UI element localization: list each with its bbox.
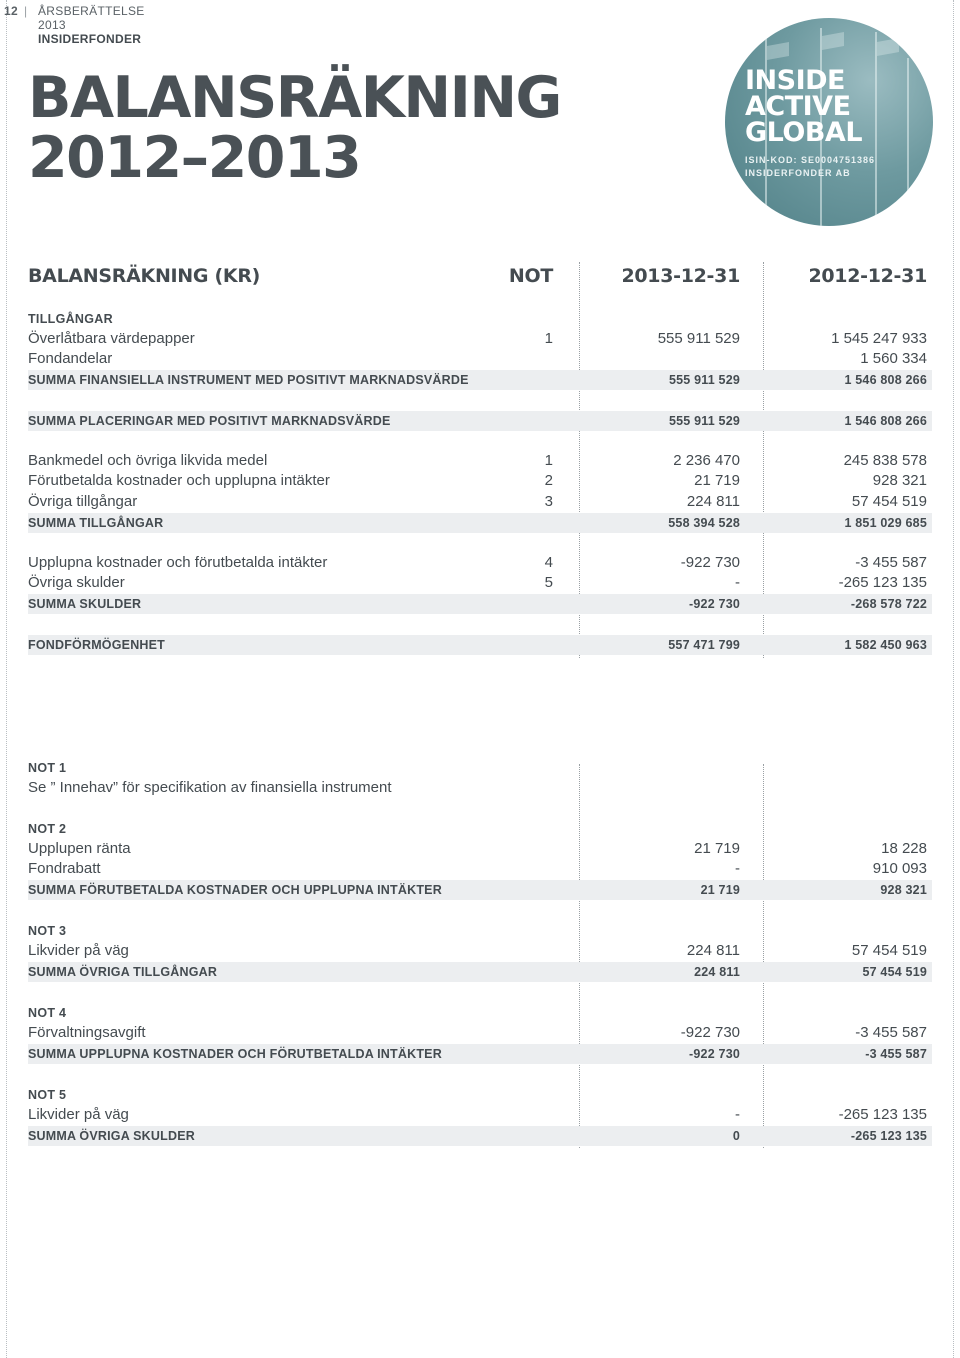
balance-row <box>28 492 932 512</box>
row-label: SUMMA PLACERINGAR MED POSITIVT MARKNADSVÄRDE <box>28 414 391 428</box>
row-label: SUMMA TILLGÅNGAR <box>28 516 164 530</box>
row-value-2013: -922 730 <box>680 554 740 571</box>
balance-table <box>28 262 932 662</box>
row-value-2012: 910 093 <box>872 860 927 877</box>
balance-sum-row <box>28 370 932 390</box>
note-row <box>28 778 932 798</box>
note-heading <box>28 819 932 839</box>
row-label: NOT 1 <box>28 761 67 775</box>
flag-graphic <box>877 38 899 56</box>
note-row <box>28 839 932 859</box>
row-value-2013: 557 471 799 <box>668 638 740 652</box>
row-value-2013: 224 811 <box>686 493 740 510</box>
row-label: NOT 5 <box>28 1088 67 1102</box>
badge-title-line2: ACTIVE <box>745 91 851 122</box>
balance-header-note: NOT <box>508 265 553 287</box>
row-note: 3 <box>544 493 553 510</box>
row-label: TILLGÅNGAR <box>28 312 113 326</box>
row-label: Förutbetalda kostnader och upplupna intäkter <box>28 472 330 489</box>
row-value-2012: -3 455 587 <box>865 1047 927 1061</box>
notes-table <box>28 758 932 1150</box>
row-value-2013: 21 719 <box>700 883 740 897</box>
balance-sum-row <box>28 411 932 431</box>
balance-header-2013: 2013-12-31 <box>621 265 740 287</box>
row-note: 4 <box>544 554 553 571</box>
balance-row <box>28 349 932 369</box>
page-title <box>28 65 561 191</box>
row-value-2013: 21 719 <box>694 840 740 857</box>
flag-graphic <box>767 42 789 60</box>
note-heading <box>28 1085 932 1105</box>
header-separator: | <box>24 4 28 18</box>
row-value-2013: 555 911 529 <box>668 414 740 428</box>
row-value-2013: -922 730 <box>689 597 740 611</box>
row-label: Övriga tillgångar <box>28 493 138 510</box>
flag-graphic <box>822 32 844 50</box>
badge-company: INSIDERFONDER AB <box>745 168 851 178</box>
row-label: Se ” Innehav” för specifikation av finansiella instrument <box>28 779 392 796</box>
balance-row <box>28 329 932 349</box>
row-label: Upplupna kostnader och förutbetalda intäkter <box>28 554 328 571</box>
row-value-2012: 1 546 808 266 <box>844 414 927 428</box>
note-sum-row <box>28 1044 932 1064</box>
row-note: 1 <box>544 330 553 347</box>
row-value-2013: 555 911 529 <box>657 330 740 347</box>
row-label: Fondrabatt <box>28 860 101 877</box>
row-value-2013: 555 911 529 <box>668 373 740 387</box>
row-value-2013: - <box>735 860 740 877</box>
row-value-2013: 558 394 528 <box>668 516 740 530</box>
row-label: Upplupen ränta <box>28 840 131 857</box>
row-value-2013: 224 811 <box>694 965 740 979</box>
balance-header-label: BALANSRÄKNING (KR) <box>28 265 261 287</box>
row-value-2012: 1 582 450 963 <box>844 638 927 652</box>
row-value-2013: -922 730 <box>680 1024 740 1041</box>
page-border-right <box>953 0 954 1358</box>
row-label: SUMMA ÖVRIGA SKULDER <box>28 1129 195 1143</box>
note-row <box>28 1105 932 1125</box>
row-value-2012: -265 123 135 <box>850 1129 927 1143</box>
running-title <box>38 4 145 46</box>
balance-sum-row <box>28 513 932 533</box>
row-value-2012: -3 455 587 <box>855 1024 927 1041</box>
row-value-2012: 1 546 808 266 <box>844 373 927 387</box>
note-row <box>28 1023 932 1043</box>
row-label: SUMMA FINANSIELLA INSTRUMENT MED POSITIVT MARKNADSVÄRDE <box>28 373 469 387</box>
row-value-2013: 0 <box>732 1129 740 1143</box>
row-value-2013: -922 730 <box>689 1047 740 1061</box>
row-note: 1 <box>544 452 553 469</box>
flagpole-graphic <box>875 32 877 226</box>
balance-header-2012: 2012-12-31 <box>808 265 927 287</box>
row-label: SUMMA FÖRUTBETALDA KOSTNADER OCH UPPLUPNA INTÄKTER <box>28 883 442 897</box>
row-value-2013: - <box>735 574 740 591</box>
row-label: Likvider på väg <box>28 942 129 959</box>
note-row <box>28 859 932 879</box>
row-label: Överlåtbara värdepapper <box>28 330 195 347</box>
row-label: Likvider på väg <box>28 1106 129 1123</box>
row-label: Fondandelar <box>28 350 113 367</box>
row-value-2012: -268 578 722 <box>850 597 927 611</box>
row-value-2013: - <box>735 1106 740 1123</box>
note-sum-row <box>28 1126 932 1146</box>
row-label: SUMMA ÖVRIGA TILLGÅNGAR <box>28 965 218 979</box>
row-label: NOT 3 <box>28 924 67 938</box>
row-value-2012: 1 560 334 <box>860 350 927 367</box>
row-value-2012: 1 851 029 685 <box>844 516 927 530</box>
row-value-2012: -265 123 135 <box>838 574 927 591</box>
row-value-2012: 57 454 519 <box>851 942 927 959</box>
badge-title-line1: INSIDE <box>745 65 845 96</box>
row-value-2013: 224 811 <box>686 942 740 959</box>
balance-row <box>28 573 932 593</box>
row-value-2013: 2 236 470 <box>673 452 740 469</box>
running-title-brand: INSIDERFONDER <box>38 32 142 46</box>
badge-title <box>745 65 863 148</box>
balance-row <box>28 553 932 573</box>
row-value-2012: 928 321 <box>872 472 927 489</box>
page-title-line1: BALANSRÄKNING <box>28 65 561 131</box>
note-heading <box>28 758 932 778</box>
running-title-prefix: ÅRSBERÄTTELSE 2013 <box>38 4 145 32</box>
row-label: NOT 2 <box>28 822 67 836</box>
row-value-2012: 928 321 <box>880 883 927 897</box>
balance-header-row <box>28 262 932 290</box>
note-sum-row <box>28 880 932 900</box>
note-row <box>28 941 932 961</box>
badge-title-line3: GLOBAL <box>745 117 863 148</box>
row-note: 2 <box>544 472 553 489</box>
row-value-2012: -265 123 135 <box>838 1106 927 1123</box>
row-label: FONDFÖRMÖGENHET <box>28 638 166 652</box>
page-title-line2: 2012–2013 <box>28 125 361 191</box>
row-value-2012: -3 455 587 <box>855 554 927 571</box>
page-number: 12 <box>4 4 18 18</box>
note-sum-row <box>28 962 932 982</box>
row-label: NOT 4 <box>28 1006 67 1020</box>
row-label: Övriga skulder <box>28 574 125 591</box>
balance-sum-row <box>28 635 932 655</box>
row-value-2012: 1 545 247 933 <box>831 330 927 347</box>
row-label: Bankmedel och övriga likvida medel <box>28 452 268 469</box>
flagpole-graphic <box>907 58 909 226</box>
balance-sum-row <box>28 594 932 614</box>
row-label: SUMMA UPPLUPNA KOSTNADER OCH FÖRUTBETALDA INTÄKTER <box>28 1047 442 1061</box>
page-border-left <box>6 0 7 1358</box>
balance-row <box>28 471 932 491</box>
row-value-2013: 21 719 <box>694 472 740 489</box>
balance-row <box>28 451 932 471</box>
badge-isin: ISIN-KOD: SE0004751386 <box>745 155 876 165</box>
note-heading <box>28 921 932 941</box>
row-value-2012: 245 838 578 <box>843 452 927 469</box>
row-value-2012: 18 228 <box>881 840 927 857</box>
row-label: SUMMA SKULDER <box>28 597 142 611</box>
row-value-2012: 57 454 519 <box>862 965 927 979</box>
note-heading <box>28 1003 932 1023</box>
row-note: 5 <box>544 574 553 591</box>
balance-section-row <box>28 309 932 329</box>
badge-subtitle <box>745 154 875 180</box>
fund-badge <box>725 18 933 226</box>
row-value-2012: 57 454 519 <box>851 493 927 510</box>
row-label: Förvaltningsavgift <box>28 1024 146 1041</box>
